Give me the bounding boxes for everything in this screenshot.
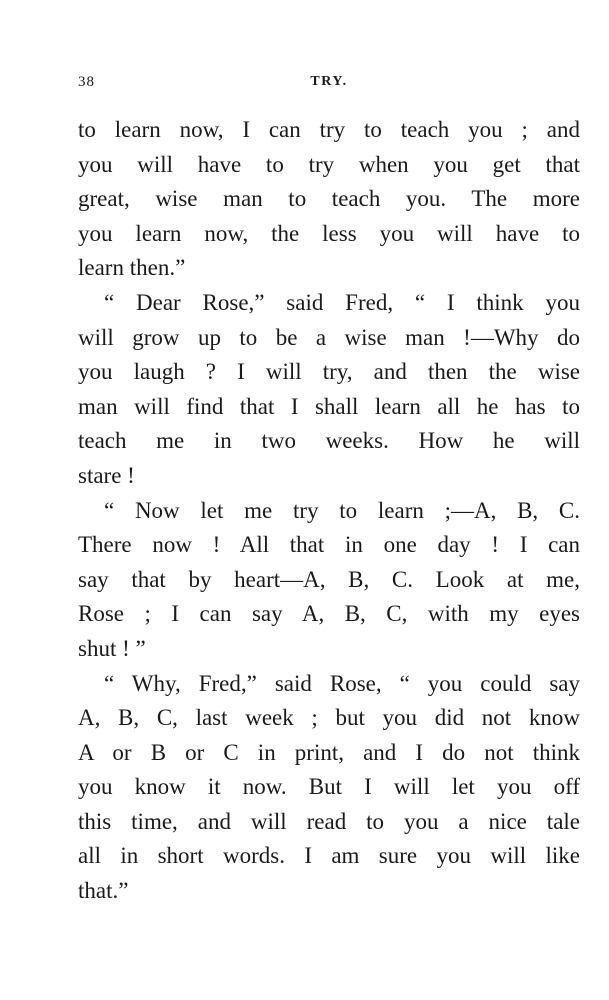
text-line: learn then.”: [78, 255, 186, 281]
text-line: that.”: [78, 878, 129, 904]
text-line: man will find that I shall learn all he has to: [78, 393, 580, 419]
paragraph-1: [78, 113, 580, 286]
text-line: you laugh ? I will try, and then the wise: [78, 359, 580, 385]
text-line: A or B or C in print, and I do not think: [78, 739, 580, 765]
running-head: [78, 74, 580, 98]
text-line: will grow up to be a wise man !—Why do: [78, 324, 580, 350]
text-line: to learn now, I can try to teach you ; and: [78, 117, 580, 142]
paragraph-4: [78, 667, 580, 909]
text-line: “ Now let me try to learn ;—A, B, C.: [104, 497, 580, 523]
text-line: this time, and will read to you a nice tale: [78, 808, 580, 834]
text-line: “ Dear Rose,” said Fred, “ I think you: [104, 289, 580, 315]
text-line: There now ! All that in one day ! I can: [78, 532, 580, 558]
text-line: you will have to try when you get that: [78, 151, 580, 177]
text-line: Rose ; I can say A, B, C, with my eyes: [78, 601, 580, 627]
text-line: say that by heart—A, B, C. Look at me,: [78, 566, 580, 592]
text-line: you learn now, the less you will have to: [78, 220, 580, 246]
text-line: A, B, C, last week ; but you did not know: [78, 705, 580, 731]
page-number: 38: [78, 74, 95, 90]
text-line: great, wise man to teach you. The more: [78, 186, 580, 212]
text-line: all in short words. I am sure you will like: [78, 843, 580, 869]
text-line: shut ! ”: [78, 635, 146, 661]
paragraph-3: [78, 494, 580, 667]
text-line: “ Why, Fred,” said Rose, “ you could say: [104, 670, 580, 696]
text-line: you know it now. But I will let you off: [78, 774, 580, 800]
paragraph-2: [78, 286, 580, 494]
body-text: [78, 113, 580, 909]
text-line: teach me in two weeks. How he will: [78, 428, 580, 454]
text-line: stare !: [78, 462, 135, 488]
running-title: TRY.: [310, 74, 348, 89]
